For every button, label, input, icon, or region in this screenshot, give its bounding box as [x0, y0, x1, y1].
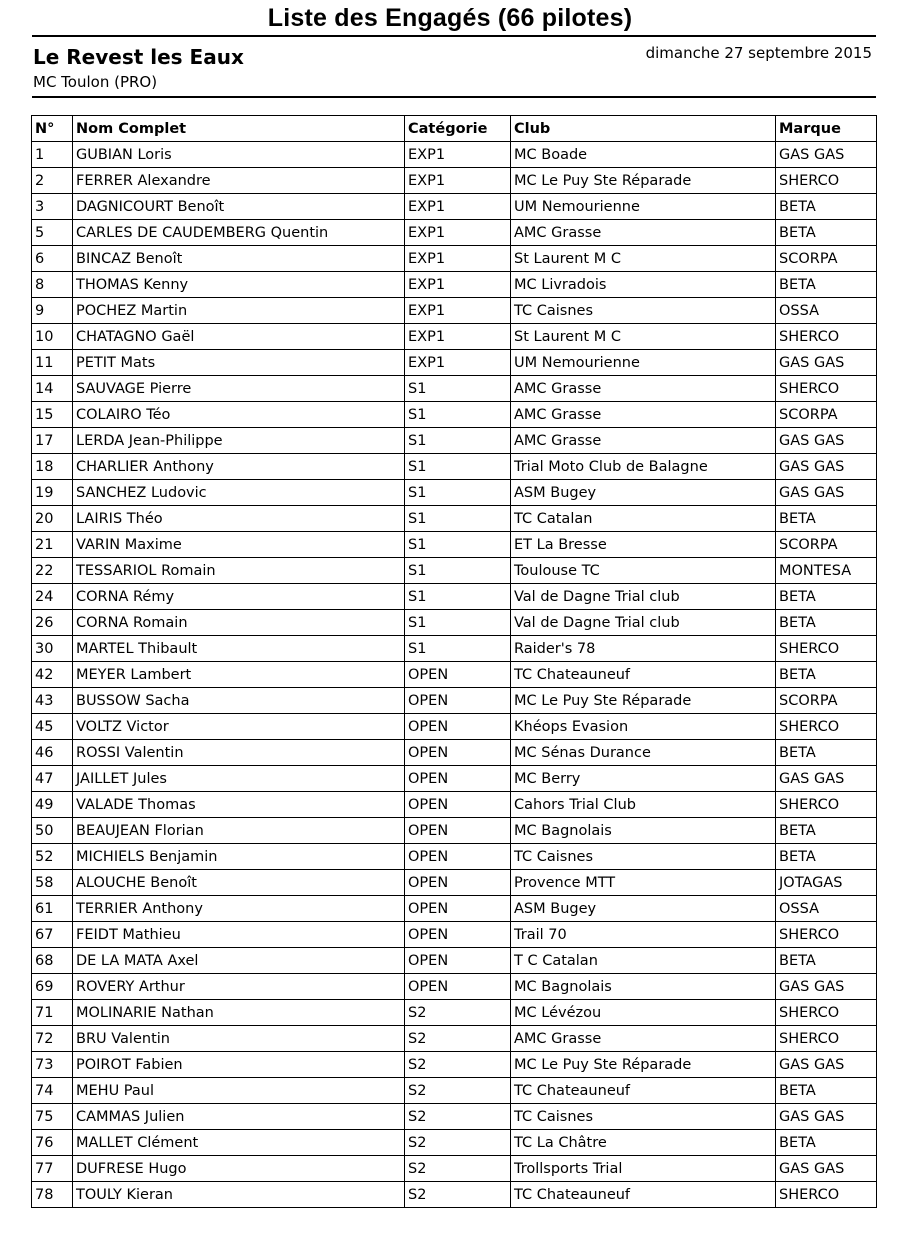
cell-club: TC Caisnes [511, 1104, 776, 1130]
cell-club: Raider's 78 [511, 636, 776, 662]
cell-number: 8 [32, 272, 73, 298]
cell-name: BINCAZ Benoît [73, 246, 405, 272]
cell-brand: SHERCO [776, 792, 877, 818]
cell-category: S2 [405, 1104, 511, 1130]
cell-number: 68 [32, 948, 73, 974]
table-row [32, 870, 877, 896]
table-row [32, 506, 877, 532]
cell-category: S2 [405, 1052, 511, 1078]
cell-club: MC Sénas Durance [511, 740, 776, 766]
table-row [32, 740, 877, 766]
cell-category: EXP1 [405, 298, 511, 324]
header-divider [32, 96, 876, 98]
cell-club: TC Chateauneuf [511, 1078, 776, 1104]
table-row [32, 324, 877, 350]
cell-name: TOULY Kieran [73, 1182, 405, 1208]
table-row [32, 532, 877, 558]
organizer-name: MC Toulon (PRO) [33, 73, 158, 91]
cell-brand: OSSA [776, 896, 877, 922]
cell-club: MC Boade [511, 142, 776, 168]
cell-brand: BETA [776, 272, 877, 298]
cell-club: TC La Châtre [511, 1130, 776, 1156]
cell-name: CORNA Rémy [73, 584, 405, 610]
cell-club: MC Le Puy Ste Réparade [511, 688, 776, 714]
cell-brand: GAS GAS [776, 428, 877, 454]
cell-brand: SHERCO [776, 324, 877, 350]
cell-brand: OSSA [776, 298, 877, 324]
cell-category: S2 [405, 1182, 511, 1208]
cell-brand: MONTESA [776, 558, 877, 584]
cell-category: EXP1 [405, 350, 511, 376]
cell-number: 17 [32, 428, 73, 454]
cell-club: Trail 70 [511, 922, 776, 948]
cell-category: EXP1 [405, 246, 511, 272]
cell-club: Trollsports Trial [511, 1156, 776, 1182]
cell-number: 6 [32, 246, 73, 272]
table-row [32, 454, 877, 480]
cell-number: 30 [32, 636, 73, 662]
cell-name: LERDA Jean-Philippe [73, 428, 405, 454]
cell-club: AMC Grasse [511, 428, 776, 454]
cell-brand: GAS GAS [776, 480, 877, 506]
cell-category: EXP1 [405, 142, 511, 168]
table-row [32, 662, 877, 688]
cell-category: S1 [405, 480, 511, 506]
cell-name: TERRIER Anthony [73, 896, 405, 922]
cell-number: 47 [32, 766, 73, 792]
table-row [32, 792, 877, 818]
cell-brand: BETA [776, 610, 877, 636]
table-row [32, 974, 877, 1000]
cell-category: OPEN [405, 844, 511, 870]
cell-brand: SHERCO [776, 1026, 877, 1052]
table-row [32, 142, 877, 168]
cell-brand: BETA [776, 948, 877, 974]
cell-name: ROVERY Arthur [73, 974, 405, 1000]
cell-brand: SHERCO [776, 376, 877, 402]
table-row [32, 1104, 877, 1130]
cell-brand: BETA [776, 506, 877, 532]
table-row [32, 636, 877, 662]
table-row [32, 610, 877, 636]
cell-name: ALOUCHE Benoît [73, 870, 405, 896]
cell-club: AMC Grasse [511, 1026, 776, 1052]
table-row [32, 688, 877, 714]
cell-brand: GAS GAS [776, 142, 877, 168]
cell-name: THOMAS Kenny [73, 272, 405, 298]
column-header-category: Catégorie [405, 116, 511, 142]
table-header-row [32, 116, 877, 142]
cell-number: 18 [32, 454, 73, 480]
table-row [32, 1182, 877, 1208]
cell-category: S1 [405, 532, 511, 558]
cell-brand: BETA [776, 1078, 877, 1104]
cell-number: 1 [32, 142, 73, 168]
cell-name: MARTEL Thibault [73, 636, 405, 662]
cell-category: OPEN [405, 818, 511, 844]
cell-category: OPEN [405, 922, 511, 948]
table-body [32, 142, 877, 1208]
cell-name: MALLET Clément [73, 1130, 405, 1156]
cell-category: S2 [405, 1156, 511, 1182]
table-row [32, 922, 877, 948]
cell-brand: BETA [776, 662, 877, 688]
cell-brand: BETA [776, 740, 877, 766]
cell-brand: SCORPA [776, 246, 877, 272]
cell-number: 2 [32, 168, 73, 194]
cell-club: TC Caisnes [511, 844, 776, 870]
cell-name: POCHEZ Martin [73, 298, 405, 324]
cell-club: MC Lévézou [511, 1000, 776, 1026]
cell-name: ROSSI Valentin [73, 740, 405, 766]
cell-number: 45 [32, 714, 73, 740]
table-row [32, 1156, 877, 1182]
column-header-brand: Marque [776, 116, 877, 142]
cell-name: POIROT Fabien [73, 1052, 405, 1078]
cell-club: ASM Bugey [511, 480, 776, 506]
cell-number: 50 [32, 818, 73, 844]
cell-name: VARIN Maxime [73, 532, 405, 558]
cell-club: TC Caisnes [511, 298, 776, 324]
cell-category: OPEN [405, 792, 511, 818]
cell-number: 76 [32, 1130, 73, 1156]
cell-club: MC Le Puy Ste Réparade [511, 1052, 776, 1078]
table-row [32, 220, 877, 246]
cell-number: 73 [32, 1052, 73, 1078]
cell-brand: SCORPA [776, 688, 877, 714]
cell-category: EXP1 [405, 272, 511, 298]
cell-brand: SHERCO [776, 168, 877, 194]
cell-number: 67 [32, 922, 73, 948]
cell-club: St Laurent M C [511, 324, 776, 350]
cell-name: MEHU Paul [73, 1078, 405, 1104]
table-row [32, 818, 877, 844]
cell-brand: BETA [776, 584, 877, 610]
cell-club: T C Catalan [511, 948, 776, 974]
cell-category: S1 [405, 428, 511, 454]
cell-club: ET La Bresse [511, 532, 776, 558]
table-row [32, 194, 877, 220]
cell-club: St Laurent M C [511, 246, 776, 272]
cell-brand: GAS GAS [776, 766, 877, 792]
cell-number: 26 [32, 610, 73, 636]
table-row [32, 584, 877, 610]
cell-club: MC Livradois [511, 272, 776, 298]
cell-club: MC Berry [511, 766, 776, 792]
cell-number: 3 [32, 194, 73, 220]
cell-club: UM Nemourienne [511, 194, 776, 220]
table-row [32, 896, 877, 922]
cell-club: Trial Moto Club de Balagne [511, 454, 776, 480]
cell-name: CHATAGNO Gaël [73, 324, 405, 350]
cell-name: DE LA MATA Axel [73, 948, 405, 974]
cell-number: 5 [32, 220, 73, 246]
cell-number: 43 [32, 688, 73, 714]
cell-number: 9 [32, 298, 73, 324]
cell-club: MC Le Puy Ste Réparade [511, 168, 776, 194]
cell-club: AMC Grasse [511, 376, 776, 402]
cell-category: S1 [405, 584, 511, 610]
cell-club: Khéops Evasion [511, 714, 776, 740]
table-row [32, 480, 877, 506]
cell-category: S1 [405, 376, 511, 402]
cell-number: 21 [32, 532, 73, 558]
cell-name: BUSSOW Sacha [73, 688, 405, 714]
cell-club: AMC Grasse [511, 220, 776, 246]
cell-category: S1 [405, 506, 511, 532]
cell-category: S2 [405, 1078, 511, 1104]
cell-name: VOLTZ Victor [73, 714, 405, 740]
cell-category: S2 [405, 1130, 511, 1156]
cell-brand: SHERCO [776, 1000, 877, 1026]
table-row [32, 1052, 877, 1078]
cell-club: Provence MTT [511, 870, 776, 896]
cell-number: 78 [32, 1182, 73, 1208]
cell-name: CORNA Romain [73, 610, 405, 636]
cell-number: 58 [32, 870, 73, 896]
cell-brand: GAS GAS [776, 1156, 877, 1182]
cell-name: TESSARIOL Romain [73, 558, 405, 584]
cell-category: S2 [405, 1000, 511, 1026]
cell-club: UM Nemourienne [511, 350, 776, 376]
cell-name: MEYER Lambert [73, 662, 405, 688]
cell-category: S1 [405, 610, 511, 636]
cell-club: Cahors Trial Club [511, 792, 776, 818]
column-header-club: Club [511, 116, 776, 142]
cell-number: 49 [32, 792, 73, 818]
table-row [32, 1130, 877, 1156]
cell-category: S1 [405, 558, 511, 584]
event-date: dimanche 27 septembre 2015 [645, 44, 872, 62]
cell-brand: GAS GAS [776, 1052, 877, 1078]
cell-club: TC Chateauneuf [511, 1182, 776, 1208]
table-row [32, 1026, 877, 1052]
cell-category: OPEN [405, 662, 511, 688]
cell-club: Toulouse TC [511, 558, 776, 584]
cell-name: FEIDT Mathieu [73, 922, 405, 948]
cell-name: PETIT Mats [73, 350, 405, 376]
cell-category: OPEN [405, 714, 511, 740]
cell-name: DAGNICOURT Benoît [73, 194, 405, 220]
table-row [32, 948, 877, 974]
cell-name: BEAUJEAN Florian [73, 818, 405, 844]
table-row [32, 714, 877, 740]
cell-number: 15 [32, 402, 73, 428]
cell-number: 14 [32, 376, 73, 402]
cell-name: SANCHEZ Ludovic [73, 480, 405, 506]
cell-brand: SHERCO [776, 1182, 877, 1208]
cell-club: Val de Dagne Trial club [511, 584, 776, 610]
cell-category: OPEN [405, 948, 511, 974]
cell-brand: BETA [776, 194, 877, 220]
cell-category: EXP1 [405, 220, 511, 246]
cell-name: FERRER Alexandre [73, 168, 405, 194]
cell-name: BRU Valentin [73, 1026, 405, 1052]
page-title: Liste des Engagés (66 pilotes) [267, 4, 633, 32]
cell-brand: JOTAGAS [776, 870, 877, 896]
table-row [32, 1000, 877, 1026]
cell-name: COLAIRO Téo [73, 402, 405, 428]
table-row [32, 246, 877, 272]
cell-name: GUBIAN Loris [73, 142, 405, 168]
event-name: Le Revest les Eaux [33, 45, 244, 69]
cell-club: ASM Bugey [511, 896, 776, 922]
cell-brand: BETA [776, 220, 877, 246]
table-row [32, 558, 877, 584]
cell-brand: GAS GAS [776, 454, 877, 480]
cell-name: CAMMAS Julien [73, 1104, 405, 1130]
cell-name: CHARLIER Anthony [73, 454, 405, 480]
cell-name: MICHIELS Benjamin [73, 844, 405, 870]
cell-number: 22 [32, 558, 73, 584]
cell-name: SAUVAGE Pierre [73, 376, 405, 402]
cell-brand: BETA [776, 1130, 877, 1156]
cell-name: JAILLET Jules [73, 766, 405, 792]
cell-name: CARLES DE CAUDEMBERG Quentin [73, 220, 405, 246]
table-row [32, 376, 877, 402]
cell-brand: SHERCO [776, 714, 877, 740]
cell-number: 42 [32, 662, 73, 688]
cell-number: 71 [32, 1000, 73, 1026]
cell-brand: SCORPA [776, 402, 877, 428]
cell-number: 61 [32, 896, 73, 922]
cell-category: OPEN [405, 870, 511, 896]
cell-name: VALADE Thomas [73, 792, 405, 818]
cell-brand: GAS GAS [776, 974, 877, 1000]
cell-category: OPEN [405, 740, 511, 766]
table-row [32, 766, 877, 792]
cell-number: 77 [32, 1156, 73, 1182]
cell-club: TC Catalan [511, 506, 776, 532]
cell-number: 19 [32, 480, 73, 506]
cell-name: MOLINARIE Nathan [73, 1000, 405, 1026]
cell-number: 20 [32, 506, 73, 532]
cell-number: 75 [32, 1104, 73, 1130]
column-header-name: Nom Complet [73, 116, 405, 142]
cell-number: 46 [32, 740, 73, 766]
cell-category: S1 [405, 454, 511, 480]
table-row [32, 168, 877, 194]
cell-category: OPEN [405, 896, 511, 922]
table-row [32, 402, 877, 428]
column-header-number: N° [32, 116, 73, 142]
cell-club: MC Bagnolais [511, 818, 776, 844]
cell-name: DUFRESE Hugo [73, 1156, 405, 1182]
cell-category: OPEN [405, 688, 511, 714]
cell-number: 10 [32, 324, 73, 350]
cell-brand: SHERCO [776, 636, 877, 662]
cell-category: EXP1 [405, 324, 511, 350]
cell-number: 11 [32, 350, 73, 376]
cell-brand: GAS GAS [776, 350, 877, 376]
cell-number: 74 [32, 1078, 73, 1104]
table-row [32, 844, 877, 870]
cell-number: 52 [32, 844, 73, 870]
cell-number: 72 [32, 1026, 73, 1052]
cell-brand: GAS GAS [776, 1104, 877, 1130]
cell-category: S2 [405, 1026, 511, 1052]
cell-category: OPEN [405, 766, 511, 792]
entries-table [31, 115, 877, 1208]
cell-category: OPEN [405, 974, 511, 1000]
table-row [32, 1078, 877, 1104]
cell-category: S1 [405, 402, 511, 428]
cell-brand: SCORPA [776, 532, 877, 558]
table-row [32, 428, 877, 454]
cell-brand: BETA [776, 818, 877, 844]
title-divider [32, 35, 876, 37]
table-row [32, 272, 877, 298]
table-row [32, 298, 877, 324]
cell-number: 24 [32, 584, 73, 610]
cell-category: EXP1 [405, 168, 511, 194]
table-row [32, 350, 877, 376]
cell-club: Val de Dagne Trial club [511, 610, 776, 636]
cell-club: AMC Grasse [511, 402, 776, 428]
cell-name: LAIRIS Théo [73, 506, 405, 532]
cell-number: 69 [32, 974, 73, 1000]
cell-club: TC Chateauneuf [511, 662, 776, 688]
cell-category: EXP1 [405, 194, 511, 220]
cell-brand: BETA [776, 844, 877, 870]
cell-club: MC Bagnolais [511, 974, 776, 1000]
cell-brand: SHERCO [776, 922, 877, 948]
cell-category: S1 [405, 636, 511, 662]
